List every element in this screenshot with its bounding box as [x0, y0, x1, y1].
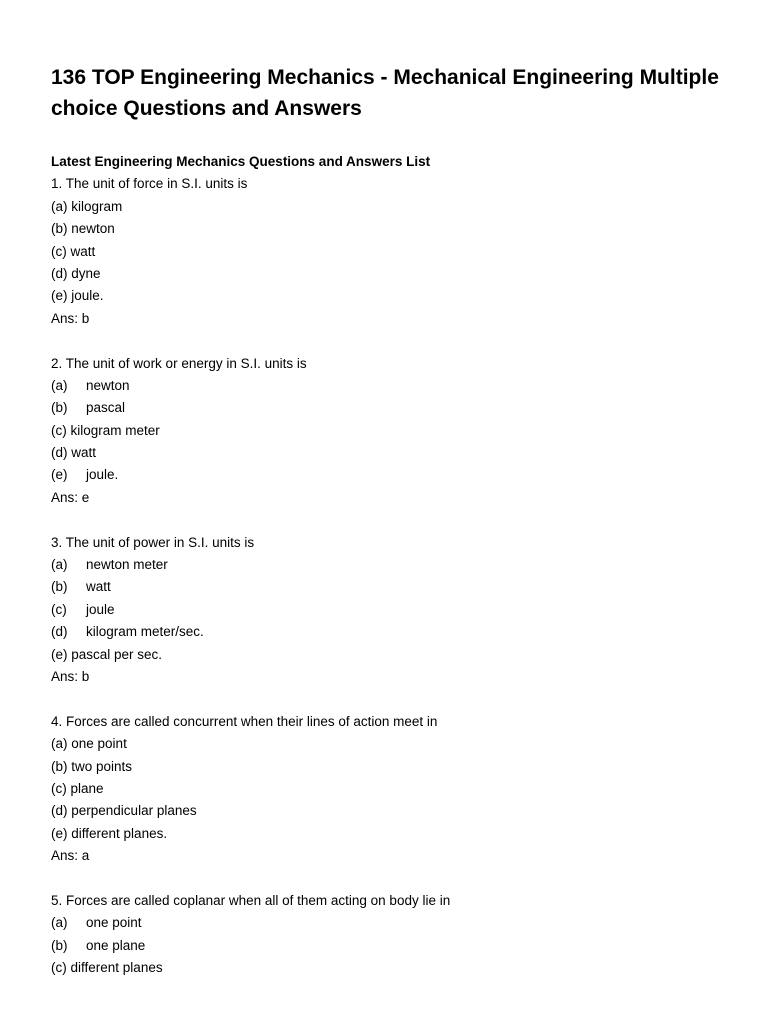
option-text: pascal per sec. — [71, 646, 163, 662]
answer-option — [51, 285, 731, 307]
answer-option — [51, 644, 731, 666]
option-text: kilogram meter/sec. — [86, 624, 204, 640]
answer-key: Ans: b — [51, 669, 90, 684]
question-text: 3. The unit of power in S.I. units is — [51, 534, 255, 550]
option-letter: (e) — [51, 646, 68, 662]
answer-option — [51, 420, 731, 442]
answer-option — [51, 241, 731, 263]
answer-option — [51, 196, 731, 218]
answer-option — [51, 823, 731, 845]
option-text: one point — [86, 915, 142, 931]
option-text: one plane — [86, 937, 146, 953]
option-letter: (b) — [51, 937, 68, 953]
option-letter: (a) — [51, 557, 68, 573]
question-separator — [51, 688, 731, 710]
option-letter: (c) — [51, 243, 67, 259]
answer-option — [51, 397, 731, 419]
option-letter: (e) — [51, 467, 68, 483]
option-letter: (d) — [51, 803, 68, 819]
answer-option — [51, 912, 731, 934]
answer-option — [51, 599, 731, 621]
option-letter: (d) — [51, 445, 68, 461]
option-letter: (b) — [51, 758, 68, 774]
option-letter: (e) — [51, 288, 68, 304]
answer-option — [51, 464, 731, 486]
answer-option — [51, 733, 731, 755]
option-text: perpendicular planes — [71, 803, 197, 819]
option-text: watt — [71, 445, 97, 461]
option-text: pascal — [86, 400, 126, 416]
option-letter: (a) — [51, 915, 68, 931]
option-text: newton — [86, 377, 130, 393]
question-separator — [51, 330, 731, 352]
option-letter: (c) — [51, 422, 67, 438]
answer-option — [51, 263, 731, 285]
option-text: one point — [71, 736, 127, 752]
answer-option — [51, 935, 731, 957]
answer-option — [51, 554, 731, 576]
option-text: two points — [71, 758, 133, 774]
answer-option — [51, 576, 731, 598]
answer-key: Ans: a — [51, 848, 90, 864]
document-title: 136 TOP Engineering Mechanics - Mechanical Engineering Multiple choice Questions and Answers — [51, 66, 719, 120]
answer-option — [51, 621, 731, 643]
document-page — [51, 62, 731, 979]
option-text: watt — [86, 579, 111, 595]
option-text: newton meter — [86, 557, 168, 573]
question-separator — [51, 509, 731, 531]
answer-option — [51, 218, 731, 240]
option-letter: (d) — [51, 624, 68, 640]
option-text: newton — [71, 221, 115, 237]
option-letter: (b) — [51, 579, 68, 595]
option-text: different planes. — [71, 825, 168, 841]
answer-option — [51, 800, 731, 822]
answer-key: Ans: e — [51, 489, 90, 505]
option-text: joule. — [86, 467, 119, 483]
answer-option — [51, 375, 731, 397]
option-letter: (c) — [51, 601, 67, 617]
option-letter: (a) — [51, 377, 68, 393]
answer-option — [51, 778, 731, 800]
option-text: plane — [70, 780, 104, 796]
answer-option — [51, 442, 731, 464]
option-letter: (a) — [51, 736, 68, 752]
option-letter: (a) — [51, 198, 68, 214]
answer-option — [51, 756, 731, 778]
list-heading: Latest Engineering Mechanics Questions and Answers List — [51, 154, 431, 169]
question-separator — [51, 868, 731, 890]
option-letter: (b) — [51, 400, 68, 416]
option-text: joule — [86, 601, 115, 617]
option-text: watt — [70, 243, 96, 259]
option-text: kilogram — [71, 198, 123, 214]
option-text: kilogram meter — [70, 422, 160, 438]
question-list — [51, 173, 731, 979]
answer-option — [51, 957, 731, 979]
option-letter: (c) — [51, 960, 67, 976]
option-letter: (b) — [51, 221, 68, 237]
option-text: dyne — [71, 265, 101, 281]
option-text: different planes — [70, 960, 163, 976]
option-letter: (d) — [51, 265, 68, 281]
question-text: 4. Forces are called concurrent when their lines of action meet in — [51, 713, 438, 729]
question-text: 2. The unit of work or energy in S.I. units is — [51, 355, 307, 371]
question-text: 5. Forces are called coplanar when all of them acting on body lie in — [51, 892, 451, 908]
question-text: 1. The unit of force in S.I. units is — [51, 176, 248, 192]
option-letter: (c) — [51, 780, 67, 796]
option-letter: (e) — [51, 825, 68, 841]
option-text: joule. — [71, 288, 104, 304]
answer-key: Ans: b — [51, 310, 90, 326]
